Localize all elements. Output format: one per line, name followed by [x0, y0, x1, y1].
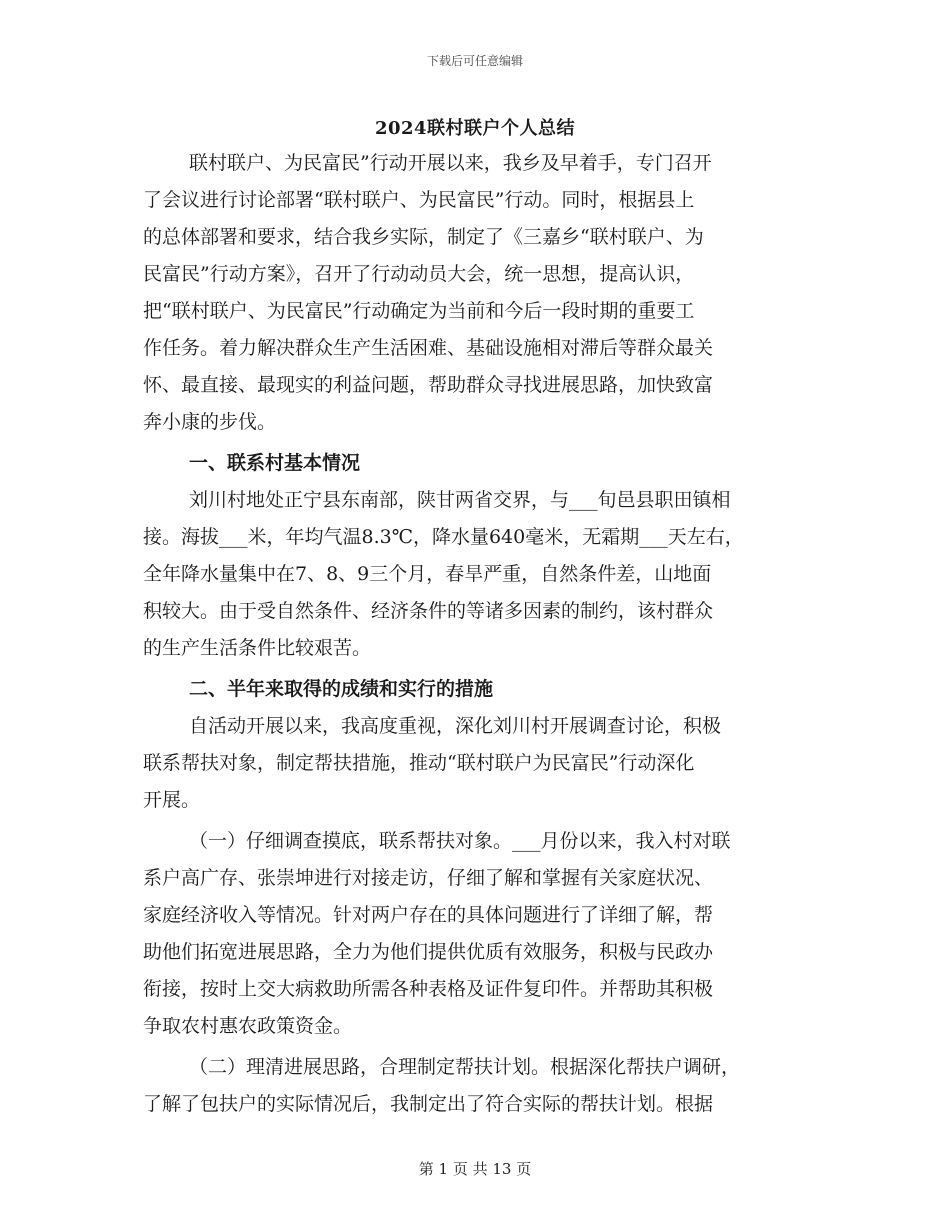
section-heading-1: 一、联系村基本情况 — [189, 452, 361, 474]
text-line: 开展。 — [143, 789, 201, 811]
text-line: 助他们拓宽进展思路，全力为他们提供优质有效服务，积极与民政办 — [143, 941, 714, 963]
text-line: 了解了包扶户的实际情况后，我制定出了符合实际的帮扶计划。根据 — [143, 1093, 714, 1115]
text-line: 争取农村惠农政策资金。 — [143, 1015, 353, 1037]
document-body — [143, 145, 823, 1123]
text-line: 的生产生活条件比较艰苦。 — [143, 637, 372, 659]
text-line: 积较大。由于受自然条件、经济条件的等诸多因素的制约，该村群众 — [143, 600, 714, 622]
item-1-paragraph — [143, 823, 823, 1045]
section-2-intro-paragraph — [143, 708, 823, 819]
text-line: 全年降水量集中在7、8、9三个月，春旱严重，自然条件差，山地面 — [143, 563, 712, 585]
text-line: 联村联户、为民富民”行动开展以来，我乡及早着手，专门召开 — [189, 152, 712, 174]
section-heading-2: 二、半年来取得的成绩和实行的措施 — [189, 678, 494, 700]
text-line: 了会议进行讨论部署“联村联户、为民富民”行动。同时，根据县上 — [143, 189, 695, 211]
text-line: 衔接，按时上交大病救助所需各种表格及证件复印件。并帮助其积极 — [143, 978, 714, 1000]
text-line: 的总体部署和要求，结合我乡实际，制定了《三嘉乡“联村联户、为 — [143, 226, 704, 248]
text-line: 刘川村地处正宁县东南部，陕甘两省交界，与___旬邑县职田镇相 — [189, 489, 731, 511]
item-2-paragraph — [143, 1049, 823, 1123]
text-line: 家庭经济收入等情况。针对两户存在的具体问题进行了详细了解，帮 — [143, 904, 714, 926]
header-note: 下载后可任意编辑 — [426, 54, 523, 68]
text-line: 接。海拔___米，年均气温8.3℃，降水量640毫米，无霜期___天左右， — [143, 526, 744, 548]
document-title: 2024联村联户个人总结 — [374, 118, 576, 139]
text-line: 自活动开展以来，我高度重视，深化刘川村开展调查讨论，积极 — [189, 715, 722, 737]
intro-paragraph — [143, 145, 823, 441]
text-line: 怀、最直接、最现实的利益问题，帮助群众寻找进展思路，加快致富 — [143, 374, 714, 396]
text-line: （一）仔细调查摸底，联系帮扶对象。___月份以来，我入村对联 — [189, 830, 731, 852]
text-line: 联系帮扶对象，制定帮扶措施，推动“联村联户为民富民”行动深化 — [143, 752, 695, 774]
text-line: 作任务。着力解决群众生产生活困难、基础设施相对滞后等群众最关 — [143, 337, 714, 359]
text-line: 把“联村联户、为民富民”行动确定为当前和今后一段时期的重要工 — [143, 300, 695, 322]
section-1-paragraph — [143, 482, 823, 667]
text-line: 系户高广存、张崇坤进行对接走访，仔细了解和掌握有关家庭状况、 — [143, 867, 714, 889]
page-number: 第 1 页 共 13 页 — [418, 1160, 532, 1178]
text-line: （二）理清进展思路，合理制定帮扶计划。根据深化帮扶户调研， — [189, 1056, 741, 1078]
text-line: 奔小康的步伐。 — [143, 411, 277, 433]
text-line: 民富民”行动方案》，召开了行动动员大会，统一思想，提高认识， — [143, 263, 695, 285]
